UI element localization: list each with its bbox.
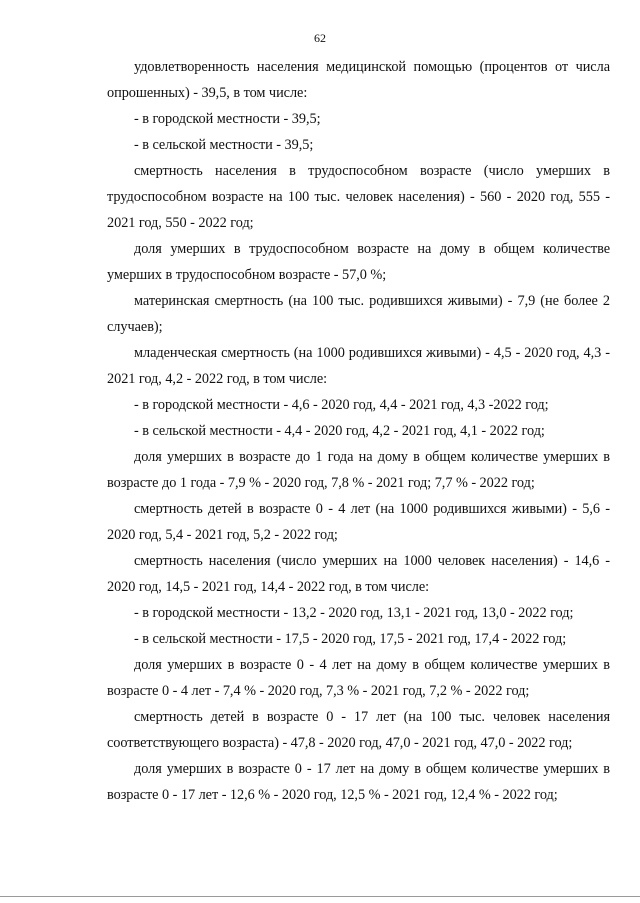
paragraph-satisfaction: удовлетворенность населения медицинской помощью (процентов от числа опрошенных) - 39,5, в том числе: xyxy=(107,59,610,101)
paragraph-home-deaths-0-4: доля умерших в возрасте 0 - 4 лет на дому в общем количестве умерших в возрасте 0 - 4 лет - 7,4 % - 2020 год, 7,3 % - 2021 год, 7,2 % - 2022 год; xyxy=(107,657,610,699)
paragraph-infant-mortality-urban: - в городской местности - 4,6 - 2020 год, 4,4 - 2021 год, 4,3 -2022 год; xyxy=(134,397,549,413)
paragraph-infant-mortality-rural: - в сельской местности - 4,4 - 2020 год, 4,2 - 2021 год, 4,1 - 2022 год; xyxy=(134,423,545,439)
page-number: 62 xyxy=(314,31,326,45)
paragraph-child-mortality-0-4: смертность детей в возрасте 0 - 4 лет (на 1000 родившихся живыми) - 5,6 - 2020 год, 5,4 - 2021 год, 5,2 - 2022 год; xyxy=(107,501,610,543)
page-bottom-divider xyxy=(0,896,640,897)
paragraph-satisfaction-urban: - в городской местности - 39,5; xyxy=(134,111,321,127)
paragraph-population-mortality: смертность населения (число умерших на 1000 человек населения) - 14,6 - 2020 год, 14,5 - 2021 год, 14,4 - 2022 год, в том числе: xyxy=(107,553,610,595)
paragraph-infant-mortality: младенческая смертность (на 1000 родившихся живыми) - 4,5 - 2020 год, 4,3 - 2021 год, 4,2 - 2022 год, в том числе: xyxy=(107,345,610,387)
paragraph-working-age-home-deaths: доля умерших в трудоспособном возрасте на дому в общем количестве умерших в трудоспособном возрасте - 57,0 %; xyxy=(107,241,610,283)
paragraph-child-mortality-0-17: смертность детей в возрасте 0 - 17 лет (на 100 тыс. человек населения соответствующего возраста) - 47,8 - 2020 год, 47,0 - 2021 год, 47,0 - 2022 год; xyxy=(107,709,610,751)
paragraph-satisfaction-rural: - в сельской местности - 39,5; xyxy=(134,137,314,153)
paragraph-maternal-mortality: материнская смертность (на 100 тыс. родившихся живыми) - 7,9 (не более 2 случаев); xyxy=(107,293,610,335)
paragraph-population-mortality-urban: - в городской местности - 13,2 - 2020 год, 13,1 - 2021 год, 13,0 - 2022 год; xyxy=(134,605,574,621)
paragraph-infant-home-deaths: доля умерших в возрасте до 1 года на дому в общем количестве умерших в возрасте до 1 года - 7,9 % - 2020 год, 7,8 % - 2021 год; 7,7 % - 2022 год; xyxy=(107,449,610,491)
document-body xyxy=(107,54,610,808)
paragraph-working-age-mortality: смертность населения в трудоспособном возрасте (число умерших в трудоспособном возрасте на 100 тыс. человек населения) - 560 - 2020 год, 555 - 2021 год, 550 - 2022 год; xyxy=(107,163,610,231)
paragraph-home-deaths-0-17: доля умерших в возрасте 0 - 17 лет на дому в общем количестве умерших в возрасте 0 - 17 лет - 12,6 % - 2020 год, 12,5 % - 2021 год, 12,4 % - 2022 год; xyxy=(107,761,610,803)
paragraph-population-mortality-rural: - в сельской местности - 17,5 - 2020 год, 17,5 - 2021 год, 17,4 - 2022 год; xyxy=(134,631,567,647)
